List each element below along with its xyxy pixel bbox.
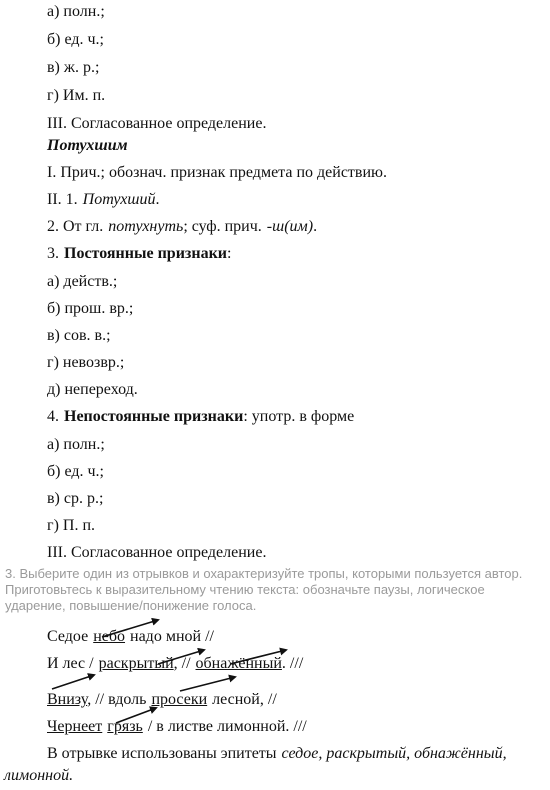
poem-word: . /// [281,655,304,672]
poem-word: небо [93,628,126,645]
poem-word: обнажённый [195,655,282,672]
participle-word: Потухший [82,191,156,208]
poem-word: И лес / [47,655,94,672]
analysis-text: . [313,218,318,235]
rising-arrow [102,620,158,637]
list-item: а) полн.; [47,436,105,453]
analysis-text: II. 1. [47,191,78,208]
poem-word: Чернеет [47,718,103,735]
poem-word: лесной, // [212,691,277,708]
word-title: Потухшим [47,137,128,154]
poem-word: раскрытый [98,655,174,672]
poem-word: грязь [107,718,143,735]
list-item: в) сов. в.; [47,327,111,344]
poem-word: Седое [47,628,89,645]
analysis-text: : [227,245,232,262]
list-item: г) П. п. [47,517,96,534]
list-item: в) ж. р.; [47,59,100,76]
poem-word: , // вдоль [87,691,147,708]
nonpermanent-features-label: Непостоянные признаки [64,408,244,425]
falling-arrow [230,650,286,664]
poem-word: Внизу [47,691,88,708]
poem-word: просеки [151,691,208,708]
list-item: б) ед. ч.; [47,463,104,480]
analysis-text: 3. [47,245,59,262]
list-item: г) Им. п. [47,87,106,104]
analysis-text: : употр. в форме [243,408,355,425]
poem-word: , // [173,655,191,672]
rising-arrow [116,708,156,723]
rising-arrow [180,677,235,691]
epithets: седое, раскрытый, обнажённый, лимонной [4,745,507,784]
section-heading: III. Согласованное определение. [47,115,267,132]
list-item: в) ср. р.; [47,490,104,507]
rising-arrow [52,675,94,689]
section-heading: III. Согласованное определение. [47,544,267,561]
list-item: б) прош. вр.; [47,300,134,317]
analysis-text: ; суф. прич. [183,218,262,235]
list-item: а) действ.; [47,273,118,290]
list-item: г) невозвр.; [47,354,125,371]
verb-word: потухнуть [108,218,184,235]
task-text: 3. Выберите один из отрывков и охарактеризуйте тропы, которыми пользуется автор. Приготовьтесь к выразительному чтению текста: обозначьте паузы, логическое ударение, повышение/понижение голоса. [5,566,523,613]
analysis-text: 4. [47,408,59,425]
analysis-text: . [155,191,160,208]
list-item: д) непереход. [47,381,138,398]
analysis-text: 2. От гл. [47,218,104,235]
conclusion-lead: В отрывке использованы эпитеты [47,745,277,762]
list-item: б) ед. ч.; [47,31,104,48]
permanent-features-label: Постоянные признаки [64,245,227,262]
poem-word: надо мной // [130,628,214,645]
conclusion-end: . [69,767,74,784]
list-item: а) полн.; [47,3,105,20]
suffix-text: -ш(им) [266,218,314,235]
analysis-line: I. Прич.; обознач. признак предмета по действию. [47,164,387,181]
falling-arrow [158,650,204,664]
poem-word: / в листве лимонной. /// [147,718,307,735]
